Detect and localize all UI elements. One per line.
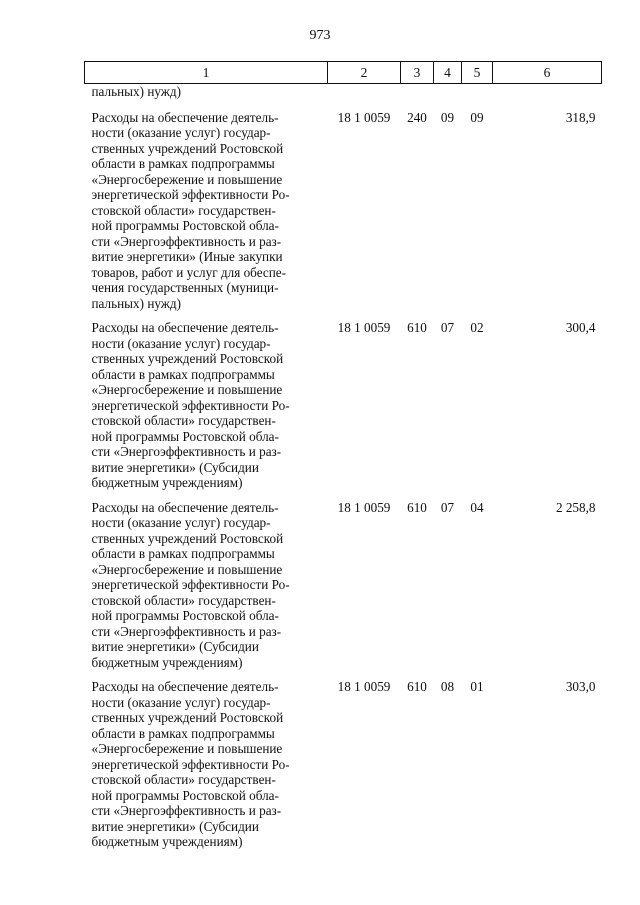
header-col-1: 1	[85, 62, 328, 84]
description-line: ственных учреждений Ростовской	[91, 351, 284, 366]
row-sum: 300,4	[565, 320, 596, 335]
row-pr: 09	[470, 109, 484, 125]
table-row	[85, 675, 602, 855]
description-line: Расходы на обеспечение деятель-	[91, 499, 279, 515]
description-line: витие энергетики» (Субсидии	[91, 639, 259, 654]
description-line: стовской области» государствен-	[91, 413, 276, 428]
description-line: ности (оказание услуг) государ-	[91, 125, 271, 140]
description-line: ственных учреждений Ростовской	[91, 140, 284, 156]
row-description	[85, 316, 328, 496]
description-line: витие энергетики» (Субсидии	[91, 459, 259, 475]
description-line: энергетической эффективности Ро-	[91, 397, 290, 413]
description-line: энергетической эффективности Ро-	[91, 756, 290, 772]
description-line: «Энергосбережение и повышение	[91, 561, 283, 577]
description-line: энергетической эффективности Ро-	[91, 187, 290, 202]
description-line: ной программы Ростовской обла-	[91, 218, 279, 233]
row-vr: 240	[407, 109, 427, 125]
header-col-5: 5	[462, 62, 493, 84]
row-description	[85, 106, 328, 317]
description-line: Расходы на обеспечение деятель-	[91, 320, 279, 335]
description-line: области в рамках подпрограммы	[91, 156, 275, 171]
description-line: ной программы Ростовской обла-	[91, 608, 279, 623]
continuation-text: пальных) нужд)	[91, 84, 182, 99]
description-line: Расходы на обеспечение деятель-	[91, 679, 279, 694]
row-code: 18 1 0059	[337, 320, 391, 335]
row-vr: 610	[407, 499, 427, 515]
description-line: стовской области» государствен-	[91, 592, 276, 608]
description-line: ности (оказание услуг) государ-	[91, 335, 271, 351]
header-col-2: 2	[328, 62, 401, 84]
description-line: сти «Энергоэффективность и раз-	[91, 623, 282, 639]
row-description	[85, 496, 328, 676]
row-pr: 01	[470, 679, 484, 694]
description-line: пальных) нужд)	[91, 295, 182, 311]
description-line: ной программы Ростовской обла-	[91, 787, 279, 803]
description-line: бюджетным учреждениям)	[91, 654, 243, 670]
row-sum: 2 258,8	[555, 499, 596, 515]
description-line: бюджетным учреждениям)	[91, 834, 243, 849]
description-line: «Энергосбережение и повышение	[91, 741, 283, 756]
row-rz: 07	[440, 320, 455, 335]
description-line: чения государственных (муници-	[91, 280, 279, 295]
table-row	[85, 496, 602, 676]
description-line: области в рамках подпрограммы	[91, 546, 275, 561]
row-code: 18 1 0059	[337, 679, 391, 694]
description-line: сти «Энергоэффективность и раз-	[91, 233, 282, 249]
description-line: области в рамках подпрограммы	[91, 725, 275, 741]
row-description	[85, 675, 328, 855]
row-sum: 303,0	[565, 679, 596, 694]
description-line: области в рамках подпрограммы	[91, 366, 275, 382]
description-line: «Энергосбережение и повышение	[91, 382, 283, 397]
description-line: стовской области» государствен-	[91, 772, 276, 787]
table-row	[85, 316, 602, 496]
page-number: 973	[309, 28, 331, 43]
row-rz: 07	[440, 499, 455, 515]
row-rz: 09	[440, 109, 455, 125]
description-line: «Энергосбережение и повышение	[91, 171, 283, 187]
description-line: ности (оказание услуг) государ-	[91, 694, 271, 710]
row-code: 18 1 0059	[337, 109, 391, 125]
description-line: ственных учреждений Ростовской	[91, 710, 284, 725]
description-line: витие энергетики» (Иные закупки	[91, 249, 283, 264]
row-pr: 02	[470, 320, 484, 335]
row-vr: 610	[407, 679, 427, 694]
table-header-row	[85, 62, 602, 84]
row-code: 18 1 0059	[337, 499, 391, 515]
description-line: ности (оказание услуг) государ-	[91, 515, 271, 530]
row-pr: 04	[470, 499, 484, 515]
header-col-6: 6	[493, 62, 602, 84]
row-vr: 610	[407, 320, 427, 335]
description-line: ной программы Ростовской обла-	[91, 428, 279, 444]
description-line: сти «Энергоэффективность и раз-	[91, 444, 282, 459]
description-line: бюджетным учреждениям)	[91, 475, 243, 490]
row-sum: 318,9	[565, 109, 596, 125]
row-rz: 08	[440, 679, 455, 694]
description-line: сти «Энергоэффективность и раз-	[91, 803, 282, 818]
header-col-4: 4	[434, 62, 462, 84]
description-line: ственных учреждений Ростовской	[91, 530, 284, 546]
description-line: стовской области» государствен-	[91, 202, 276, 218]
table-row	[85, 106, 602, 317]
description-line: витие энергетики» (Субсидии	[91, 818, 259, 834]
description-line: Расходы на обеспечение деятель-	[91, 109, 279, 125]
budget-table	[84, 61, 602, 855]
description-line: товаров, работ и услуг для обеспе-	[91, 264, 287, 280]
header-col-3: 3	[401, 62, 434, 84]
continuation-row	[85, 84, 602, 106]
description-line: энергетической эффективности Ро-	[91, 577, 290, 592]
